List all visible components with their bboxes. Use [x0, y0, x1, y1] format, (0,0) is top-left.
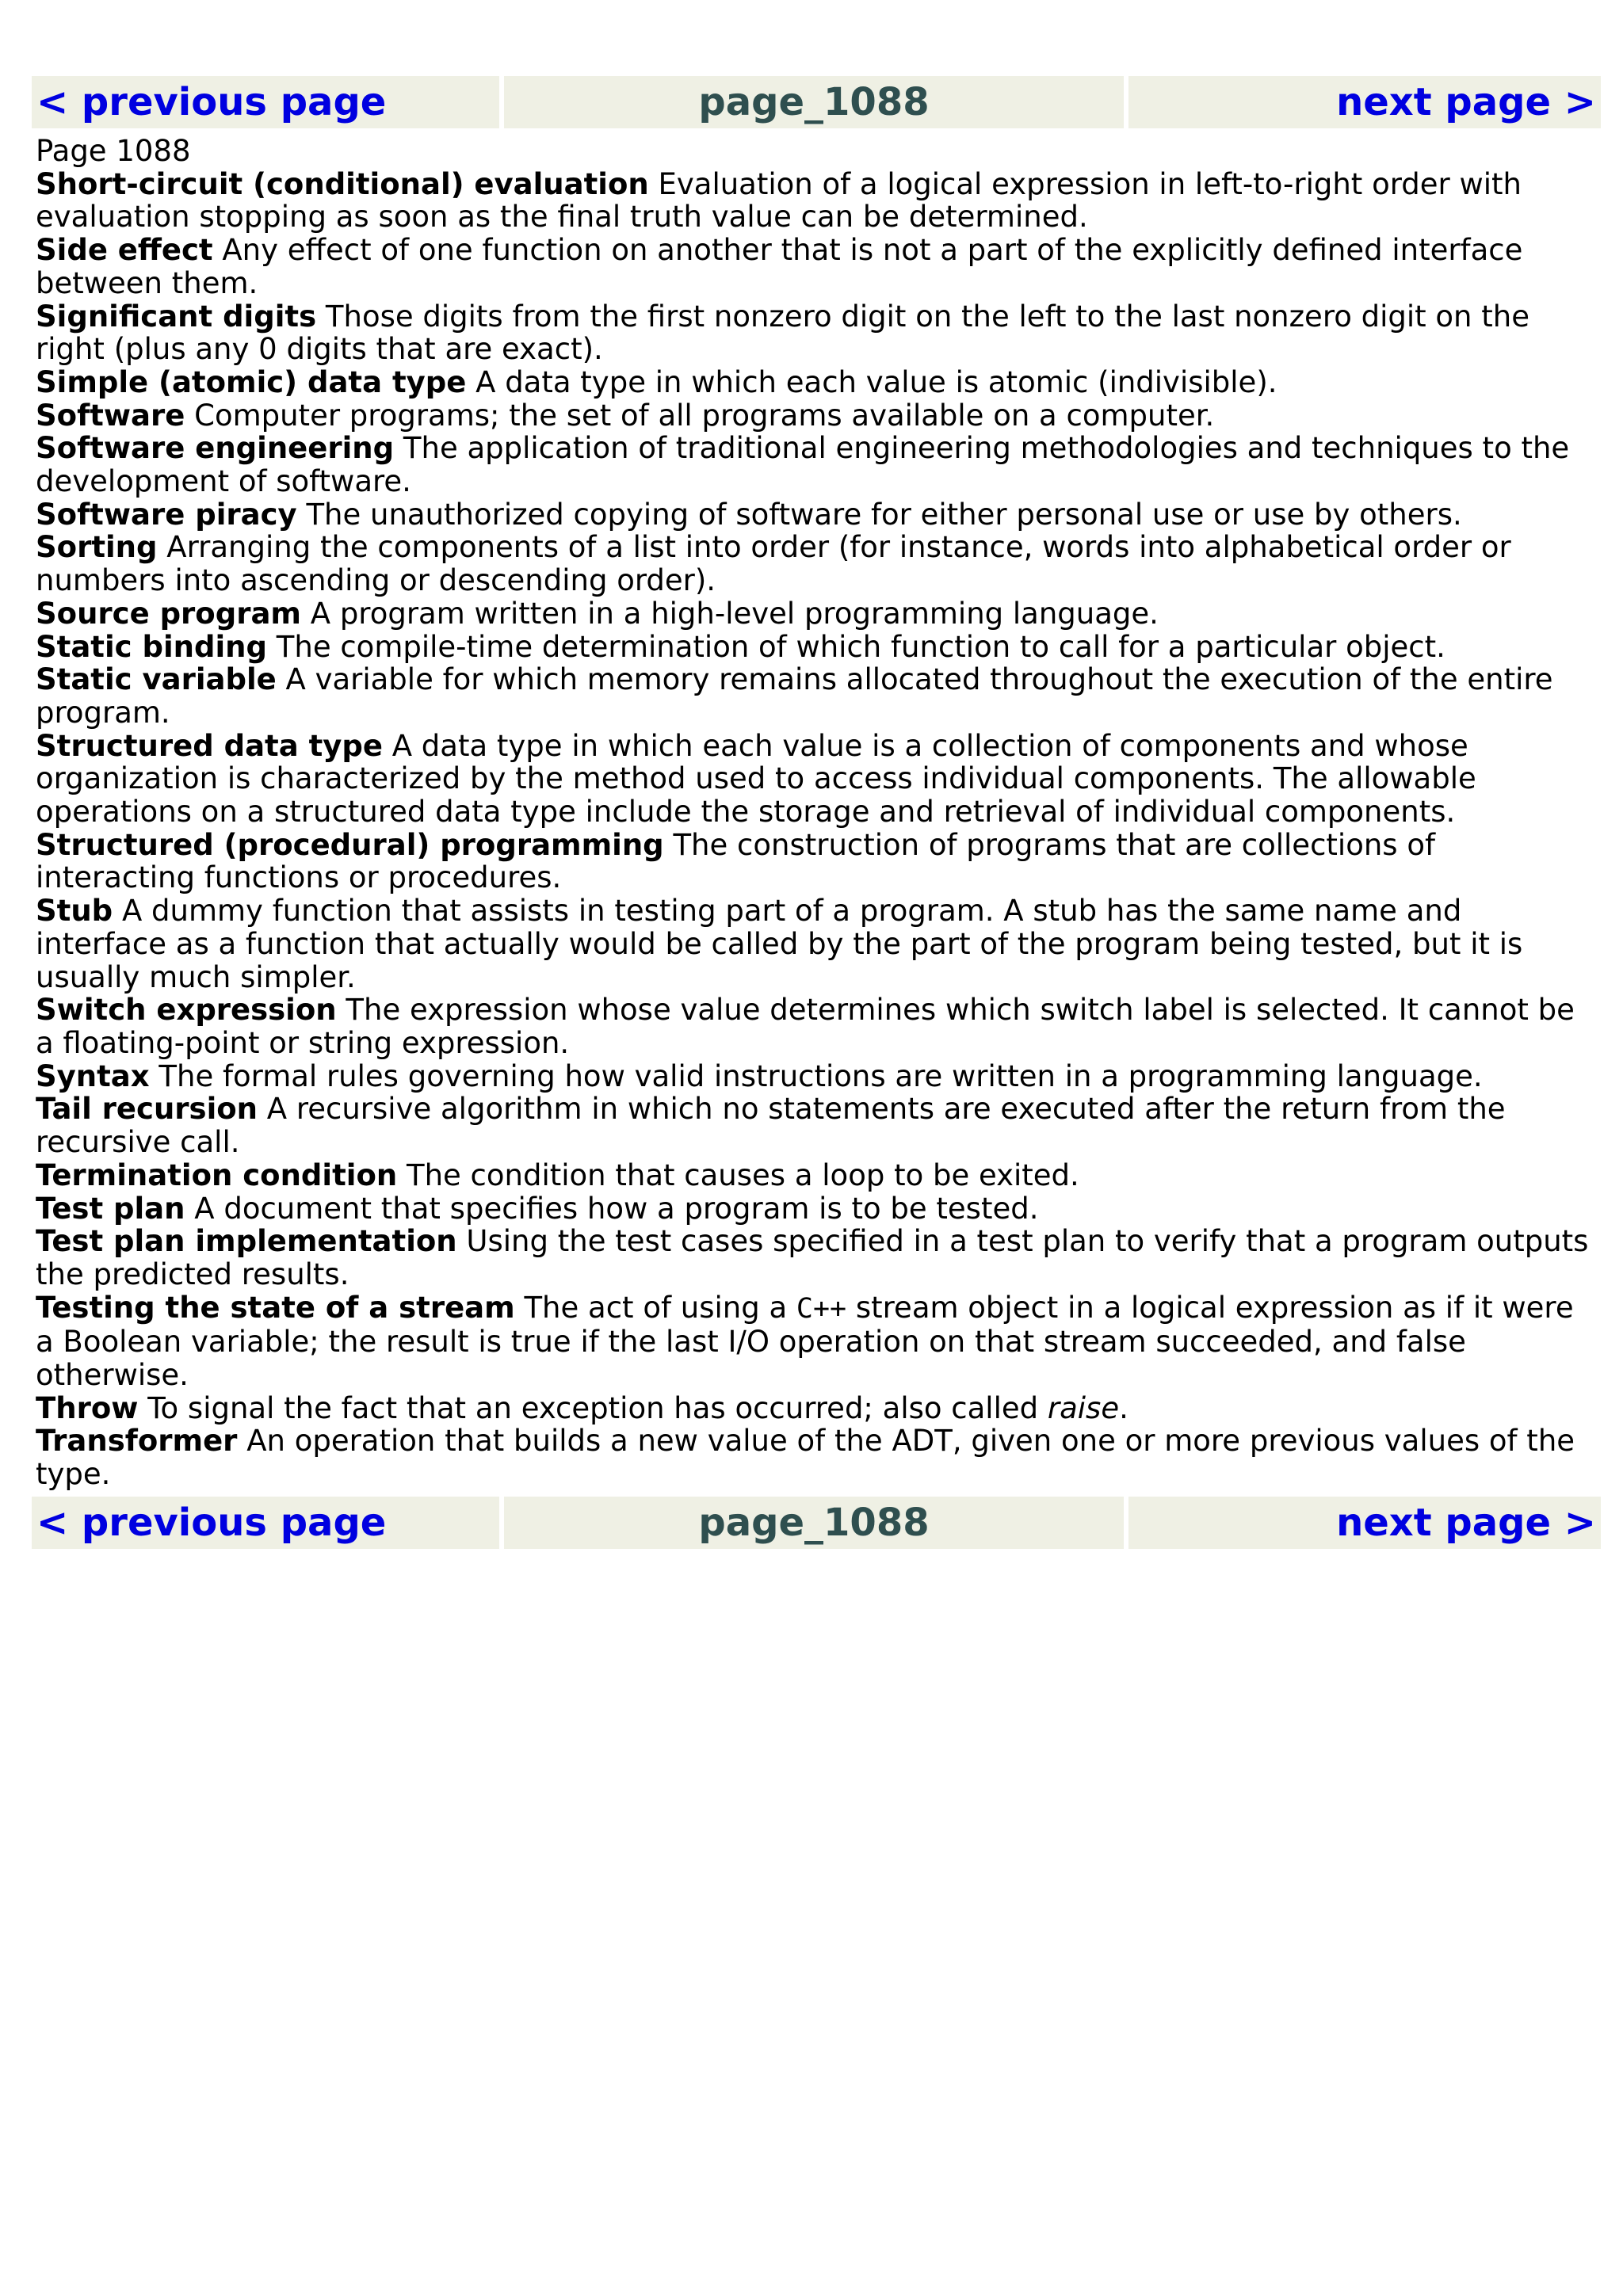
- entry-term: Significant digits: [36, 299, 317, 334]
- entry-term: Side effect: [36, 233, 213, 268]
- previous-page-link[interactable]: < previous page: [36, 1501, 387, 1545]
- glossary-entry: [36, 1225, 1601, 1291]
- entry-term: Test plan implementation: [36, 1224, 457, 1259]
- definition-text: To signal the fact that an exception has occurred; also called: [147, 1390, 1039, 1425]
- entry-definition: The application of traditional engineering methodologies and techniques to the development of software.: [36, 431, 1570, 499]
- entry-definition: Any effect of one function on another that is not a part of the explicitly defined interface between them.: [36, 233, 1523, 300]
- glossary-entry: [36, 829, 1601, 894]
- code-text: C++: [796, 1292, 847, 1325]
- page-title: page_1088: [698, 80, 930, 124]
- entry-definition: Using the test cases specified in a test plan to verify that a program outputs the predicted results.: [36, 1224, 1589, 1291]
- entry-definition: A variable for which memory remains allocated throughout the execution of the entire program.: [36, 662, 1553, 730]
- nav-title-cell: [504, 76, 1124, 128]
- entry-definition: The formal rules governing how valid instructions are written in a programming language.: [158, 1058, 1483, 1093]
- glossary-entry: [36, 1093, 1601, 1158]
- next-page-link[interactable]: next page >: [1336, 80, 1596, 124]
- entry-term: Stub: [36, 894, 113, 929]
- page-title: page_1088: [698, 1501, 930, 1545]
- glossary-entry: [36, 1392, 1601, 1425]
- entry-definition: The compile-time determination of which function to call for a particular object.: [276, 629, 1445, 664]
- entry-definition: A data type in which each value is a collection of components and whose organization is characterized by the method used to access individual components. The allowable operations on a structured data type include the storage and retrieval of individual components.: [36, 728, 1476, 830]
- entry-definition: Arranging the components of a list into order (for instance, words into alphabetical order or numbers into ascending or descending order).: [36, 530, 1511, 598]
- entry-term: Test plan: [36, 1191, 185, 1226]
- entry-definition: The expression whose value determines which switch label is selected. It cannot be a floating-point or string expression.: [36, 993, 1575, 1060]
- glossary-entry: [36, 994, 1601, 1059]
- entry-definition: A document that specifies how a program is to be tested.: [194, 1191, 1039, 1226]
- glossary-entry: [36, 1159, 1601, 1192]
- page-number-label: Page 1088: [36, 134, 191, 168]
- entry-term: Sorting: [36, 530, 158, 565]
- glossary-entry: [36, 1425, 1601, 1490]
- entry-definition: A recursive algorithm in which no statements are executed after the return from the recursive call.: [36, 1092, 1506, 1160]
- nav-next-cell: [1128, 1497, 1601, 1549]
- glossary-entry: [36, 631, 1601, 664]
- nav-prev-cell: [32, 76, 499, 128]
- entry-definition: A program written in a high-level programming language.: [310, 596, 1159, 631]
- entry-term: Testing the state of a stream: [36, 1290, 515, 1325]
- definition-text: stream object in a logical expression as if it were a Boolean variable; the result is true if the last I/O operation on that stream succeeded, and false otherwise.: [36, 1290, 1574, 1393]
- glossary-entry: [36, 1060, 1601, 1093]
- glossary-entry: [36, 300, 1601, 366]
- entry-definition: Evaluation of a logical expression in left-to-right order with evaluation stopping as soon as the final truth value can be determined.: [36, 166, 1522, 235]
- glossary-entry: [36, 432, 1601, 498]
- entry-term: Source program: [36, 596, 301, 631]
- glossary-entry: [36, 1192, 1601, 1226]
- entry-definition: An operation that builds a new value of the ADT, given one or more previous values of the type.: [36, 1424, 1575, 1492]
- glossary-entry: [36, 234, 1601, 299]
- glossary-entry: [36, 597, 1601, 631]
- previous-page-link[interactable]: < previous page: [36, 80, 387, 124]
- italic-text: raise: [1047, 1390, 1120, 1425]
- entry-term: Short-circuit (conditional) evaluation: [36, 166, 649, 201]
- nav-prev-cell: [32, 1497, 499, 1549]
- entry-term: Software engineering: [36, 431, 395, 466]
- nav-next-cell: [1128, 76, 1601, 128]
- glossary-entry: [36, 730, 1601, 829]
- entry-term: Simple (atomic) data type: [36, 364, 467, 399]
- entry-definition: The construction of programs that are collections of interacting functions or procedures.: [36, 827, 1435, 895]
- entry-definition: A dummy function that assists in testing part of a program. A stub has the same name and interface as a function that actually would be called by the part of the program being tested, but it is usually much simpler.: [36, 894, 1523, 994]
- entry-term: Termination condition: [36, 1158, 398, 1192]
- entry-term: Static variable: [36, 662, 277, 697]
- entry-term: Static binding: [36, 629, 267, 664]
- glossary-entry: [36, 663, 1601, 729]
- entry-term: Syntax: [36, 1058, 150, 1093]
- glossary-entry: [36, 1291, 1601, 1392]
- entry-definition: Computer programs; the set of all programs available on a computer.: [194, 398, 1215, 433]
- glossary-content: [36, 135, 1601, 1491]
- entry-term: Structured (procedural) programming: [36, 827, 664, 862]
- entry-term: Tail recursion: [36, 1092, 258, 1127]
- glossary-entry: [36, 531, 1601, 597]
- entry-definition: The unauthorized copying of software for either personal use or use by others.: [306, 497, 1462, 532]
- entry-term: Software piracy: [36, 497, 297, 532]
- entry-term: Structured data type: [36, 728, 383, 763]
- entry-definition: The condition that causes a loop to be exited.: [406, 1158, 1079, 1192]
- glossary-entry: [36, 399, 1601, 433]
- entry-definition: A data type in which each value is atomic (indivisible).: [475, 364, 1277, 399]
- nav-title-cell: [504, 1497, 1124, 1549]
- entry-term: Transformer: [36, 1424, 238, 1459]
- bottom-navigation-bar: [32, 1497, 1601, 1549]
- entry-term: Software: [36, 398, 185, 433]
- next-page-link[interactable]: next page >: [1336, 1501, 1596, 1545]
- definition-text: .: [1119, 1390, 1128, 1425]
- glossary-entry: [36, 894, 1601, 994]
- top-navigation-bar: [32, 76, 1601, 128]
- entry-term: Switch expression: [36, 993, 337, 1028]
- glossary-entry: [36, 168, 1601, 234]
- entry-definition: [147, 1391, 1128, 1425]
- entry-definition: Those digits from the first nonzero digit on the left to the last nonzero digit on the right (plus any 0 digits that are exact).: [36, 299, 1529, 367]
- glossary-entry: [36, 498, 1601, 532]
- glossary-entry: [36, 366, 1601, 399]
- definition-text: The act of using a: [524, 1290, 788, 1325]
- entry-term: Throw: [36, 1390, 139, 1425]
